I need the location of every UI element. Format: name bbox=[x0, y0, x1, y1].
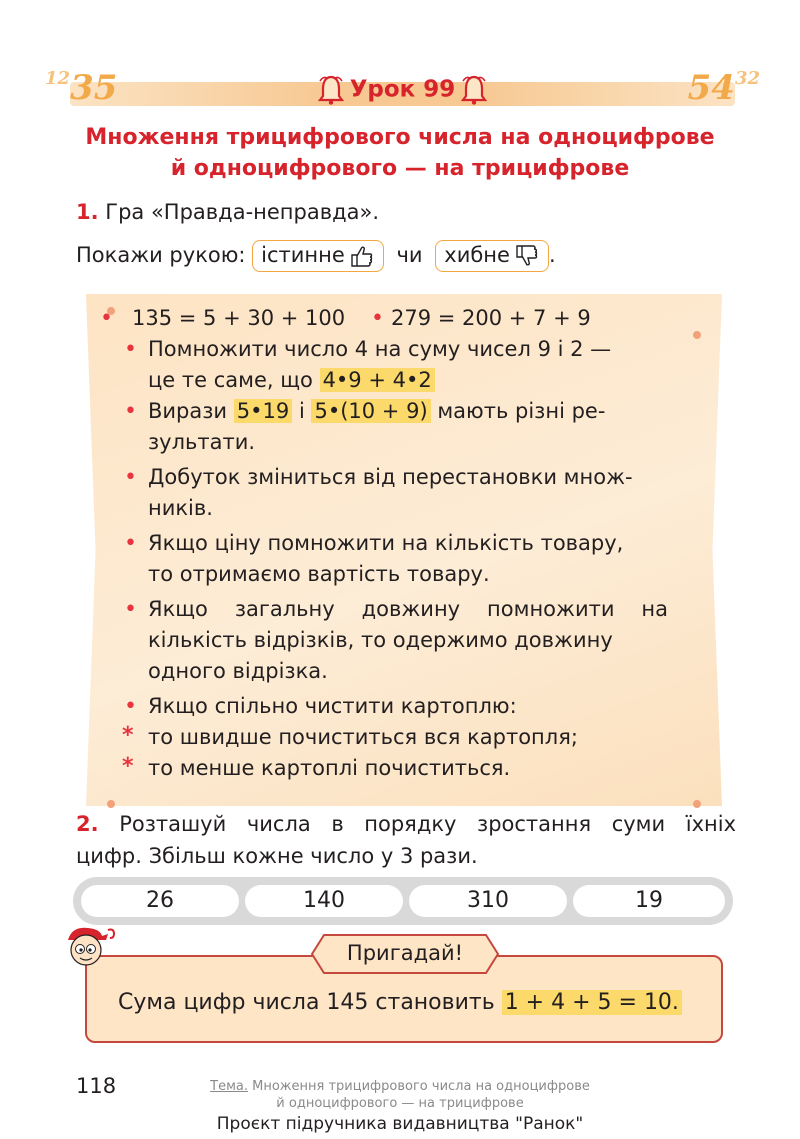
page-number: 118 bbox=[76, 1074, 117, 1098]
sub-item bbox=[122, 722, 684, 753]
highlighted-expression: 1 + 4 + 5 = 10. bbox=[502, 990, 682, 1015]
card-pin-dot bbox=[107, 800, 115, 808]
bullet-icon: • bbox=[124, 597, 137, 622]
remember-label: Пригадай! bbox=[346, 941, 464, 965]
statement-text: одного відрізка. bbox=[148, 659, 328, 683]
statement-text: то отримаємо вартість товару. bbox=[148, 562, 490, 586]
asterisk-icon: * bbox=[122, 754, 134, 779]
statement-continuation bbox=[148, 656, 684, 687]
statements-list bbox=[100, 300, 684, 784]
statement-text: Вирази bbox=[148, 399, 228, 423]
true-label: істинне bbox=[261, 243, 345, 267]
heading-line-1: Множення трицифрового числа на одноцифрове bbox=[85, 125, 715, 150]
lesson-topic-heading bbox=[40, 122, 760, 184]
period: . bbox=[548, 243, 556, 267]
card-pin-dot bbox=[693, 800, 701, 808]
thumbs-down-icon bbox=[514, 243, 540, 269]
lesson-banner bbox=[45, 68, 760, 114]
publisher-note: Проєкт підручника видавництва "Ранок" bbox=[216, 1114, 584, 1134]
false-label: хибне bbox=[444, 243, 510, 267]
bell-icon bbox=[461, 75, 487, 105]
statement-continuation bbox=[148, 625, 684, 656]
statement-text: мають різні ре- bbox=[437, 399, 606, 423]
bullet-icon: • bbox=[100, 306, 113, 331]
topic-line-2: й одноцифрового — на трицифрове bbox=[276, 1096, 524, 1111]
false-answer-box bbox=[435, 240, 549, 272]
statement-text: зультати. bbox=[148, 430, 256, 454]
instruction-text: Покажи рукою: bbox=[76, 243, 246, 267]
asterisk-icon: * bbox=[122, 723, 134, 748]
task-1-text: Гра «Правда-неправда». bbox=[105, 200, 380, 224]
list-item bbox=[124, 462, 684, 493]
highlighted-expression: 5•(10 + 9) bbox=[311, 399, 430, 423]
list-item bbox=[371, 303, 591, 334]
statement-text: кількість відрізків, то одержимо довжину bbox=[148, 628, 613, 652]
number-cell: 310 bbox=[409, 885, 567, 917]
task-number: 1. bbox=[76, 200, 99, 224]
statement-text: 135 = 5 + 30 + 100 bbox=[132, 306, 346, 330]
remember-sentence: Сума цифр числа 145 становить bbox=[118, 990, 495, 1015]
statement-text: Добуток зміниться від перестановки множ- bbox=[148, 465, 633, 489]
number-cell: 19 bbox=[573, 885, 725, 917]
remember-text bbox=[118, 990, 682, 1015]
or-text: чи bbox=[396, 243, 423, 267]
banner-digits-big: 54 bbox=[687, 68, 735, 108]
statement-text: Помножити число 4 на суму чисел 9 і 2 — bbox=[148, 337, 612, 361]
bullet-icon: • bbox=[371, 306, 384, 331]
number-cell: 140 bbox=[245, 885, 403, 917]
statement-text: Якщо загальну довжину помножити на bbox=[148, 597, 668, 621]
statement-continuation bbox=[148, 427, 684, 458]
task-1-title bbox=[76, 200, 379, 224]
list-item bbox=[124, 396, 684, 427]
banner-digits-big: 35 bbox=[70, 68, 118, 108]
statement-text: і bbox=[298, 399, 305, 423]
topic-line-1: Множення трицифрового числа на одноцифрове bbox=[252, 1079, 590, 1094]
lesson-title-text: Урок 99 bbox=[349, 76, 456, 103]
list-item bbox=[100, 303, 684, 334]
task-2 bbox=[76, 808, 736, 872]
boy-mascot-icon bbox=[58, 922, 120, 972]
statement-text: це те саме, що bbox=[148, 368, 313, 392]
heading-line-2: й одноцифрового — на трицифрове bbox=[170, 156, 630, 181]
bullet-icon: • bbox=[124, 531, 137, 556]
statement-continuation bbox=[148, 559, 684, 590]
statement-text: то менше картоплі почиститься. bbox=[148, 756, 511, 780]
numbers-strip bbox=[73, 877, 733, 925]
list-item bbox=[124, 334, 684, 365]
banner-numbers-right bbox=[688, 68, 760, 108]
statement-text: 279 = 200 + 7 + 9 bbox=[391, 306, 591, 330]
task-number: 2. bbox=[76, 812, 99, 836]
bullet-icon: • bbox=[124, 694, 137, 719]
banner-digits-small: 12 bbox=[45, 68, 71, 89]
footer-topic bbox=[160, 1078, 640, 1112]
task-2-line-1 bbox=[76, 808, 736, 840]
task-2-text: Розташуй числа в порядку зростання суми їхніх bbox=[119, 812, 736, 836]
statement-text: ників. bbox=[148, 496, 213, 520]
topic-label: Тема. bbox=[210, 1079, 248, 1094]
card-pin-dot bbox=[693, 331, 701, 339]
statement-text: Якщо спільно чистити картоплю: bbox=[148, 694, 517, 718]
lesson-title bbox=[45, 75, 760, 105]
list-item bbox=[124, 594, 668, 625]
highlighted-expression: 5•19 bbox=[234, 399, 292, 423]
statement-continuation bbox=[148, 493, 684, 524]
banner-digits-small: 32 bbox=[734, 68, 760, 89]
number-cell: 26 bbox=[81, 885, 239, 917]
list-item bbox=[124, 691, 684, 722]
task-1-instruction bbox=[76, 240, 556, 272]
bullet-icon: • bbox=[124, 399, 137, 424]
list-item bbox=[124, 528, 684, 559]
task-2-line-2: цифр. Збільш кожне число у 3 рази. bbox=[76, 844, 478, 868]
bullet-icon: • bbox=[124, 337, 137, 362]
true-answer-box bbox=[252, 240, 384, 272]
bell-icon bbox=[318, 75, 344, 105]
statement-text: Якщо ціну помножити на кількість товару, bbox=[148, 531, 624, 555]
highlighted-expression: 4•9 + 4•2 bbox=[320, 368, 435, 392]
sub-item bbox=[122, 753, 684, 784]
statement-continuation bbox=[148, 365, 684, 396]
bullet-icon: • bbox=[124, 465, 137, 490]
thumbs-up-icon bbox=[349, 243, 375, 269]
statement-text: то швидше почиститься вся картопля; bbox=[148, 725, 578, 749]
